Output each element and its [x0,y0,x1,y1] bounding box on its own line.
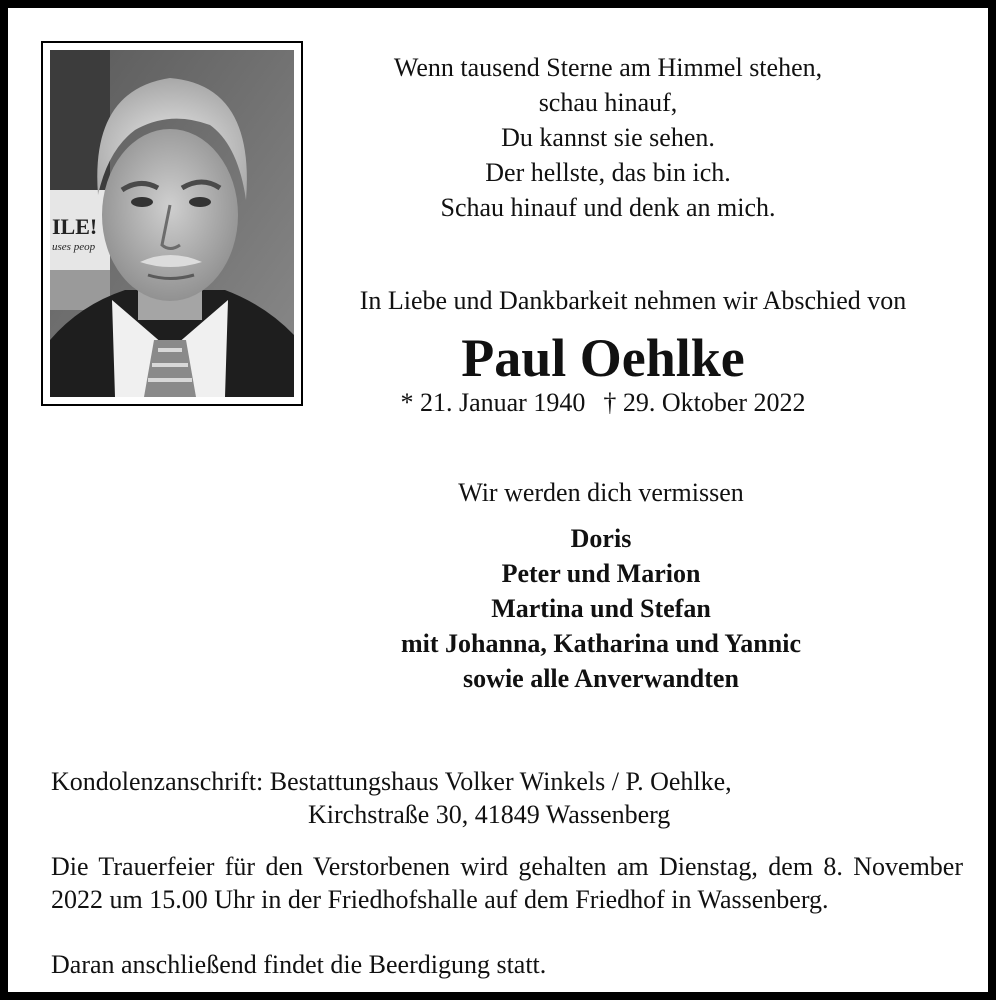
poem-line: Du kannst sie sehen. [501,123,715,152]
farewell-intro: In Liebe und Dankbarkeit nehmen wir Abschied von [359,286,907,315]
family-line: mit Johanna, Katharina und Yannic [401,629,801,658]
portrait-illustration [50,50,294,397]
svg-text:uses peop: uses peop [52,241,96,253]
family-signatures [308,521,894,696]
birth-date: * 21. Januar 1940 [400,388,586,417]
condolence-address [51,765,951,831]
burial-notice: Daran anschließend findet die Beerdigung statt. [51,950,547,979]
family-line: Martina und Stefan [491,594,711,623]
family-line: Peter und Marion [501,559,701,588]
we-will-miss-you: Wir werden dich vermissen [458,478,744,507]
svg-text:ILE!: ILE! [52,214,98,239]
portrait-photo [50,50,294,397]
family-line: sowie alle Anverwandten [463,664,739,693]
poem [308,50,908,225]
death-date: † 29. Oktober 2022 [603,388,806,417]
funeral-ceremony-notice: Die Trauerfeier für den Verstorbenen wird gehalten am Dienstag, dem 8. November 2022 um 15.00 Uhr in der Friedhofshalle auf dem Friedhof in Wassenberg. [51,852,963,914]
family-line: Doris [570,524,632,553]
poem-line: Schau hinauf und denk an mich. [440,193,776,222]
poem-line: schau hinauf, [538,88,678,117]
condolence-line-2: Kirchstraße 30, 41849 Wassenberg [308,800,671,829]
portrait-frame [41,41,303,406]
poem-line: Wenn tausend Sterne am Himmel stehen, [393,53,823,82]
poem-line: Der hellste, das bin ich. [485,158,731,187]
life-dates [308,385,898,420]
condolence-line-1: Kondolenzanschrift: Bestattungshaus Volker Winkels / P. Oehlke, [51,767,732,796]
deceased-name: Paul Oehlke [461,328,745,388]
